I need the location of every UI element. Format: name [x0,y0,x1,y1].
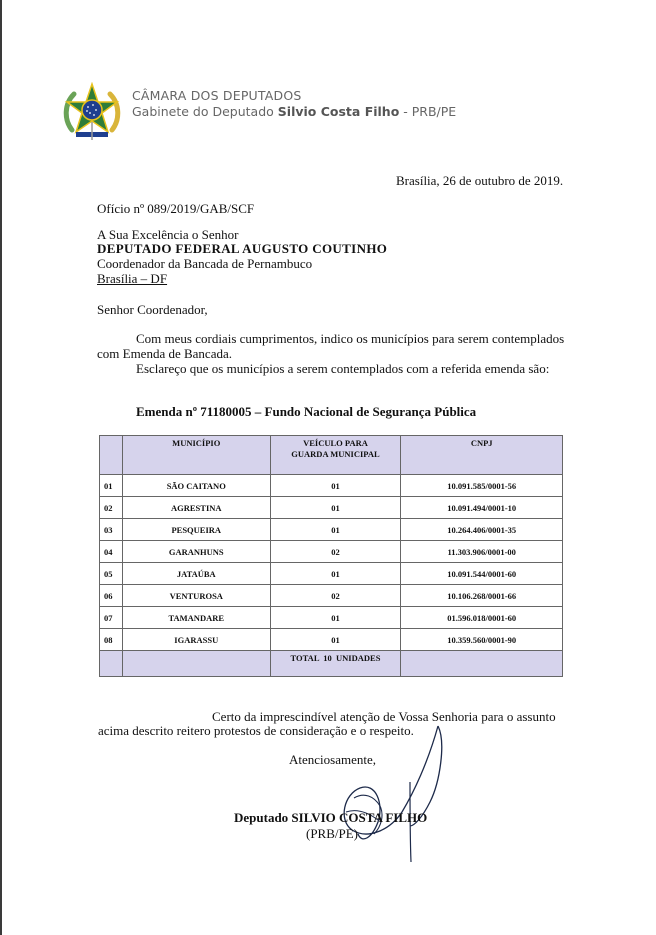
total-spacer [100,651,123,677]
row-cnpj: 10.264.406/0001-35 [401,519,563,541]
header-cnpj: CNPJ [401,436,563,475]
row-veiculo: 01 [270,519,401,541]
table-row [100,629,563,651]
table-row [100,607,563,629]
closing-line2: acima descrito reitero protestos de consideração e o respeito. [98,723,414,738]
header-veiculo: VEÍCULO PARA GUARDA MUNICIPAL [270,436,401,475]
table-row [100,585,563,607]
institution-name: CÂMARA DOS DEPUTADOS [132,88,302,103]
table-total-row [100,651,563,677]
row-num: 08 [100,629,123,651]
letter-reference: Ofício nº 089/2019/GAB/SCF [97,201,255,216]
row-cnpj: 10.091.494/0001-10 [401,497,563,519]
handwritten-signature [318,722,463,864]
row-cnpj: 10.091.585/0001-56 [401,475,563,497]
table-row [100,497,563,519]
row-cnpj: 10.106.268/0001-66 [401,585,563,607]
row-veiculo: 01 [270,475,401,497]
total-spacer [122,651,270,677]
row-veiculo: 01 [270,497,401,519]
paragraph2: Esclareço que os municípios a serem contemplados com a referida emenda são: [136,361,550,376]
row-municipio: IGARASSU [122,629,270,651]
row-num: 06 [100,585,123,607]
paragraph1-line2: com Emenda de Bancada. [97,346,232,361]
row-veiculo: 02 [270,585,401,607]
table-row [100,519,563,541]
closing-line1: Certo da imprescindível atenção de Vossa Senhoria para o assunto [212,709,556,724]
recipient-place: Brasília – DF [97,271,168,286]
salutation: Senhor Coordenador, [97,302,208,317]
office-name: Gabinete do Deputado Silvio Costa Filho - PRB/PE [132,104,457,119]
letter-date: Brasília, 26 de outubro de 2019. [396,173,564,188]
header-num [100,436,123,475]
row-municipio: PESQUEIRA [122,519,270,541]
row-veiculo: 02 [270,541,401,563]
row-num: 01 [100,475,123,497]
signer-name: Deputado SILVIO COSTA FILHO [234,810,428,825]
amendment-title: Emenda nº 71180005 – Fundo Nacional de Segurança Pública [136,404,477,419]
row-veiculo: 01 [270,629,401,651]
row-municipio: AGRESTINA [122,497,270,519]
row-cnpj: 10.359.560/0001-90 [401,629,563,651]
row-municipio: JATAÚBA [122,563,270,585]
signer-party: (PRB/PE) [306,826,359,841]
row-veiculo: 01 [270,607,401,629]
row-num: 05 [100,563,123,585]
recipient-role: Coordenador da Bancada de Pernambuco [97,256,313,271]
total-units: TOTAL 10 UNIDADES [270,651,401,677]
row-municipio: TAMANDARE [122,607,270,629]
row-municipio: VENTUROSA [122,585,270,607]
page-edge [0,0,2,935]
municipalities-table [99,435,563,677]
table-row [100,563,563,585]
row-cnpj: 10.091.544/0001-60 [401,563,563,585]
total-spacer [401,651,563,677]
recipient-name: DEPUTADO FEDERAL AUGUSTO COUTINHO [97,241,388,256]
row-num: 03 [100,519,123,541]
table-row [100,541,563,563]
row-veiculo: 01 [270,563,401,585]
paragraph1-line1: Com meus cordiais cumprimentos, indico os municípios para serem contemplados [136,331,565,346]
recipient-line1: A Sua Excelência o Senhor [97,227,239,242]
coat-of-arms-icon [62,82,122,142]
row-num: 02 [100,497,123,519]
row-cnpj: 11.303.906/0001-00 [401,541,563,563]
row-num: 04 [100,541,123,563]
table-header-row [100,436,563,475]
row-num: 07 [100,607,123,629]
header-municipio: MUNICÍPIO [122,436,270,475]
row-municipio: SÃO CAITANO [122,475,270,497]
row-municipio: GARANHUNS [122,541,270,563]
row-cnpj: 01.596.018/0001-60 [401,607,563,629]
farewell: Atenciosamente, [289,752,376,767]
table-row [100,475,563,497]
